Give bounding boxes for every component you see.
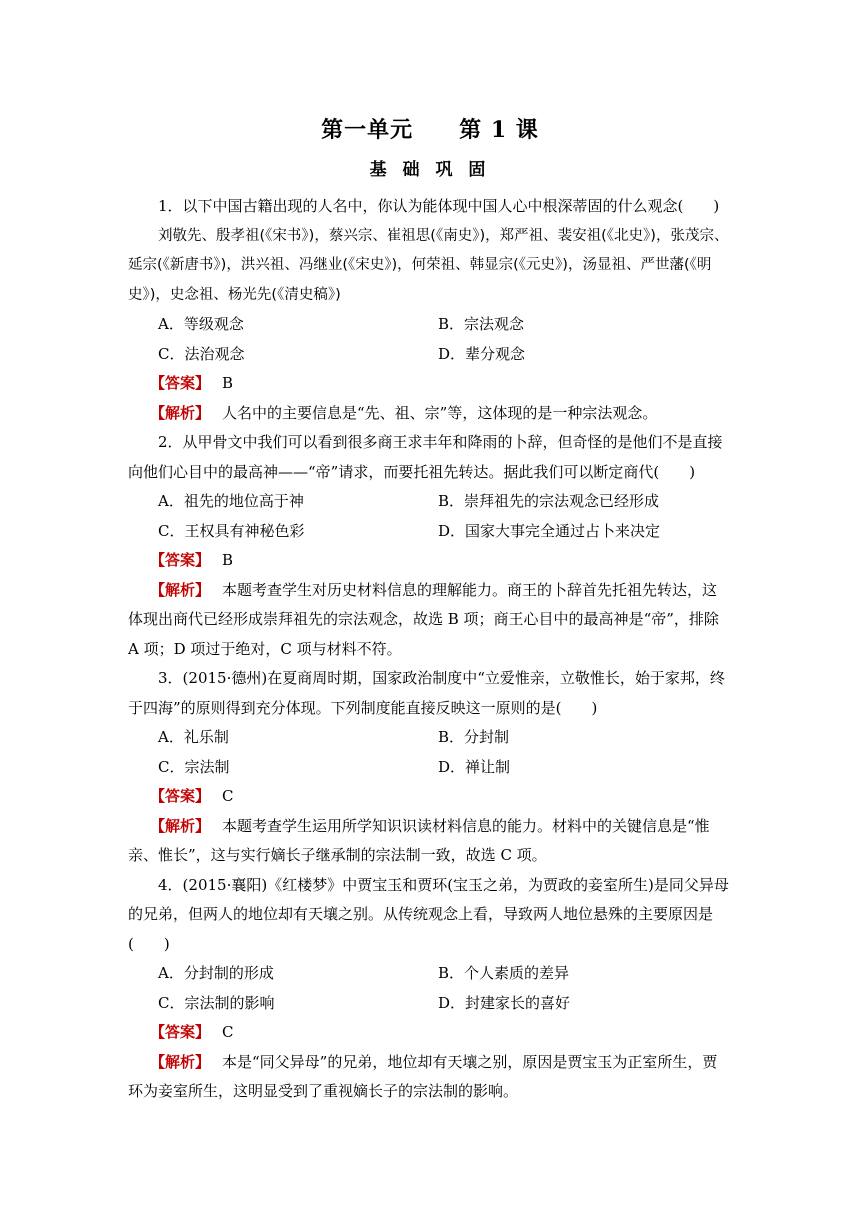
option-a: A．祖先的地位高于神 <box>158 492 304 510</box>
answer-line <box>128 369 732 399</box>
analysis-text: 本是“同父异母”的兄弟，地位却有天壤之别，原因是贾宝玉为正室所生，贾环为妾室所生，这明显受到了重视嫡长子的宗法制的影响。 <box>128 1052 718 1100</box>
analysis-text: 本题考查学生对历史材料信息的理解能力。商王的卜辞首先托祖先转达，这体现出商代已经形成崇拜祖先的宗法观念，故选 B 项；商王心目中的最高神是“帝”，排除 A 项；D 项过于绝对，C 项与材料不符。 <box>128 580 719 658</box>
option-b: B．宗法观念 <box>438 315 525 333</box>
analysis-line <box>128 1048 732 1107</box>
question-1 <box>128 192 732 428</box>
answer-label: 【答案】 <box>150 374 211 392</box>
answer-line <box>128 782 732 812</box>
question-stem: 2．从甲骨文中我们可以看到很多商王求丰年和降雨的卜辞，但奇怪的是他们不是直接向他们心目中的最高神——“帝”请求，而要托祖先转达。据此我们可以断定商代( ) <box>128 433 723 481</box>
analysis-text: 本题考查学生运用所学知识识读材料信息的能力。材料中的关键信息是“惟亲、惟长”，这与实行嫡长子继承制的宗法制一致，故选 C 项。 <box>128 816 710 864</box>
option-row <box>128 310 732 340</box>
analysis-label: 【解析】 <box>150 580 211 599</box>
option-b: B．个人素质的差异 <box>438 964 570 982</box>
answer-value: B <box>222 374 234 392</box>
answer-value: B <box>222 551 234 569</box>
question-stem: 3．(2015·德州)在夏商周时期，国家政治制度中“立爱惟亲，立敬惟长，始于家邦，终于四海”的原则得到充分体现。下列制度能直接反映这一原则的是( ) <box>128 669 725 717</box>
question-3 <box>128 664 732 871</box>
answer-label: 【答案】 <box>150 787 211 805</box>
question-4 <box>128 871 732 1107</box>
section-subtitle: 基 础 巩 固 <box>369 160 491 180</box>
option-row <box>128 723 732 753</box>
option-c: C．宗法制 <box>158 757 230 776</box>
option-a: A．等级观念 <box>158 315 244 333</box>
option-d: D．禅让制 <box>438 757 511 776</box>
option-row <box>128 753 732 783</box>
analysis-label: 【解析】 <box>150 816 211 835</box>
option-b: B．崇拜祖先的宗法观念已经形成 <box>438 492 660 510</box>
analysis-label: 【解析】 <box>150 1052 211 1071</box>
analysis-line <box>128 812 732 871</box>
analysis-line <box>128 399 732 429</box>
option-row <box>128 517 732 547</box>
answer-value: C <box>222 1023 234 1041</box>
option-row <box>128 340 732 370</box>
option-c: C．宗法制的影响 <box>158 993 275 1012</box>
option-row <box>128 989 732 1019</box>
option-row <box>128 959 732 989</box>
option-d: D．国家大事完全通过占卜来决定 <box>438 521 661 540</box>
question-2 <box>128 428 732 664</box>
option-a: A．礼乐制 <box>158 728 229 746</box>
option-c: C．法治观念 <box>158 344 245 363</box>
question-list <box>128 192 732 1107</box>
answer-line <box>128 546 732 576</box>
option-d: D．封建家长的喜好 <box>438 993 571 1012</box>
analysis-line <box>128 576 732 665</box>
question-stem: 4．(2015·襄阳)《红楼梦》中贾宝玉和贾环(宝玉之弟，为贾政的妾室所生)是同父异母的兄弟，但两人的地位却有天壤之别。从传统观念上看，导致两人地位悬殊的主要原因是( ) <box>128 875 729 953</box>
answer-line <box>128 1018 732 1048</box>
analysis-text: 人名中的主要信息是“先、祖、宗”等，这体现的是一种宗法观念。 <box>222 403 658 422</box>
page-title: 第一单元 第 1 课 <box>321 117 539 143</box>
option-a: A．分封制的形成 <box>158 964 274 982</box>
option-c: C．王权具有神秘色彩 <box>158 521 305 540</box>
answer-value: C <box>222 787 234 805</box>
option-d: D．辈分观念 <box>438 344 526 363</box>
answer-label: 【答案】 <box>150 551 211 569</box>
analysis-label: 【解析】 <box>150 403 211 422</box>
question-material: 刘敬先、殷孝祖(《宋书》)，蔡兴宗、崔祖思(《南史》)，郑严祖、裴安祖(《北史》)，张茂宗、延宗(《新唐书》)，洪兴祖、冯继业(《宋史》)，何荣祖、韩显宗(《元史》)，汤显祖、严世藩(《明史》)，史念祖、杨光先(《清史稿》) <box>128 227 729 303</box>
option-b: B．分封制 <box>438 728 510 746</box>
answer-label: 【答案】 <box>150 1023 211 1041</box>
option-row <box>128 487 732 517</box>
question-stem: 1．以下中国古籍出现的人名中，你认为能体现中国人心中根深蒂固的什么观念( ) <box>158 197 720 215</box>
